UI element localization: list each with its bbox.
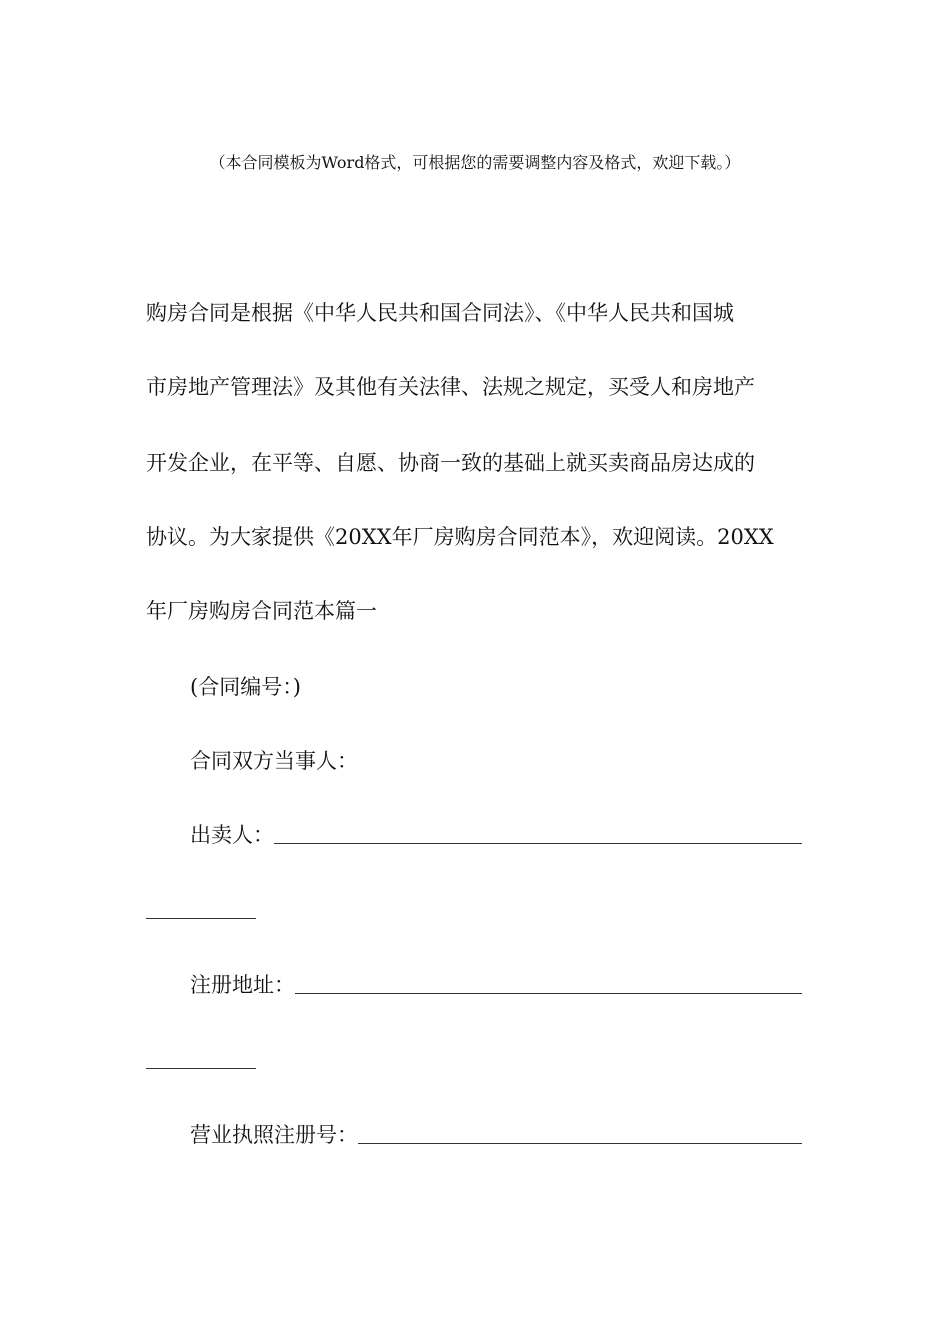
license-field [190, 1120, 802, 1150]
address-blank-continued[interactable] [146, 1068, 256, 1069]
intro-line-1: 购房合同是根据《中华人民共和国合同法》、《中华人民共和国城 [146, 301, 734, 325]
license-blank[interactable] [358, 1143, 802, 1144]
intro-line-5: 年厂房购房合同范本篇一 [146, 599, 377, 623]
license-label: 营业执照注册号： [190, 1123, 358, 1147]
parties-heading: 合同双方当事人： [190, 749, 358, 773]
seller-blank-continued[interactable] [146, 918, 256, 919]
seller-field [190, 820, 802, 850]
intro-line-4: 协议。为大家提供《20XX年厂房购房合同范本》，欢迎阅读。20XX [146, 525, 774, 549]
address-field [190, 970, 802, 1000]
seller-label: 出卖人： [190, 823, 274, 847]
contract-number: (合同编号：) [190, 675, 301, 699]
address-blank[interactable] [295, 993, 802, 994]
intro-line-2: 市房地产管理法》及其他有关法律、法规之规定，买受人和房地产 [146, 375, 755, 399]
seller-blank[interactable] [274, 843, 802, 844]
address-label: 注册地址： [190, 973, 295, 997]
template-note: （本合同模板为Word格式，可根据您的需要调整内容及格式，欢迎下载。） [209, 153, 741, 172]
intro-line-3: 开发企业，在平等、自愿、协商一致的基础上就买卖商品房达成的 [146, 451, 755, 475]
